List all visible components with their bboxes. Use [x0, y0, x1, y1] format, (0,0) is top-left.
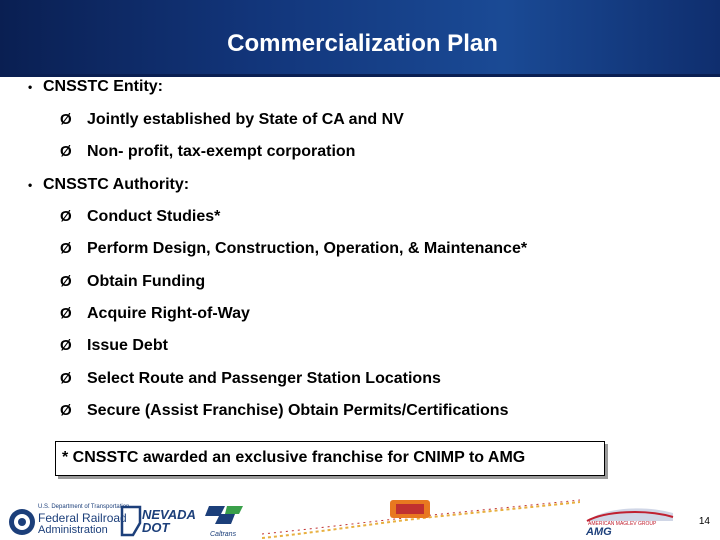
amg-tagline: AMERICAN MAGLEV GROUP: [588, 521, 657, 527]
footnote-text: * CNSSTC awarded an exclusive franchise for CNIMP to AMG: [62, 449, 526, 466]
bullet-marker: •: [28, 80, 33, 94]
bullet-text: Jointly established by State of CA and NV: [87, 111, 404, 128]
arrow-bullet-icon: Ø: [60, 111, 72, 128]
route-map-strip-icon: [262, 498, 580, 540]
bullet-entity: [28, 78, 163, 96]
footnote-box: [55, 441, 605, 476]
arrow-bullet-icon: Ø: [60, 240, 72, 257]
fra-dept-text: U.S. Department of Transportation: [38, 504, 130, 510]
bullet-text: Secure (Assist Franchise) Obtain Permits/Certifications: [87, 402, 509, 419]
sub-bullet-obtain-funding: [60, 273, 205, 291]
bullet-text: Conduct Studies*: [87, 208, 221, 225]
bullet-authority: [28, 176, 189, 194]
title-bar-underline: [0, 74, 720, 77]
bullet-text: CNSSTC Authority:: [43, 176, 190, 193]
fra-name-line2: Administration: [38, 524, 108, 536]
sub-bullet-jointly-established: [60, 111, 404, 129]
sub-bullet-conduct-studies: [60, 208, 220, 226]
bullet-marker: •: [28, 178, 33, 192]
bullet-text: Perform Design, Construction, Operation, & Maintenance*: [87, 240, 528, 257]
caltrans-logo-icon: [205, 502, 245, 528]
amg-logo-text: AMG: [586, 526, 612, 538]
nevada-state-icon: [119, 505, 143, 537]
sub-bullet-non-profit: [60, 143, 355, 161]
arrow-bullet-icon: Ø: [60, 273, 72, 290]
dot-text: DOT: [142, 520, 170, 535]
fra-seal-icon: [8, 508, 36, 536]
arrow-bullet-icon: Ø: [60, 337, 72, 354]
nevada-text: NEVADA: [142, 507, 196, 522]
arrow-bullet-icon: Ø: [60, 370, 72, 387]
arrow-bullet-icon: Ø: [60, 305, 72, 322]
arrow-bullet-icon: Ø: [60, 402, 72, 419]
fra-name-line1: Federal Railroad: [38, 511, 127, 525]
sub-bullet-right-of-way: [60, 305, 250, 323]
bullet-text: Acquire Right-of-Way: [87, 305, 250, 322]
bullet-text: Obtain Funding: [87, 273, 206, 290]
bullet-text: Select Route and Passenger Station Locations: [87, 370, 441, 387]
sub-bullet-issue-debt: [60, 337, 168, 355]
arrow-bullet-icon: Ø: [60, 143, 72, 160]
bullet-text: Non- profit, tax-exempt corporation: [87, 143, 356, 160]
sub-bullet-secure-permits: [60, 402, 508, 420]
sub-bullet-select-route: [60, 370, 441, 388]
bullet-text: Issue Debt: [87, 337, 168, 354]
caltrans-text: Caltrans: [210, 531, 237, 538]
arrow-bullet-icon: Ø: [60, 208, 72, 225]
footer-logos: [0, 495, 720, 540]
page-number: 14: [698, 516, 710, 527]
slide-title: Commercialization Plan: [227, 30, 498, 57]
bullet-text: CNSSTC Entity:: [43, 78, 163, 95]
sub-bullet-perform-design: [60, 240, 527, 258]
